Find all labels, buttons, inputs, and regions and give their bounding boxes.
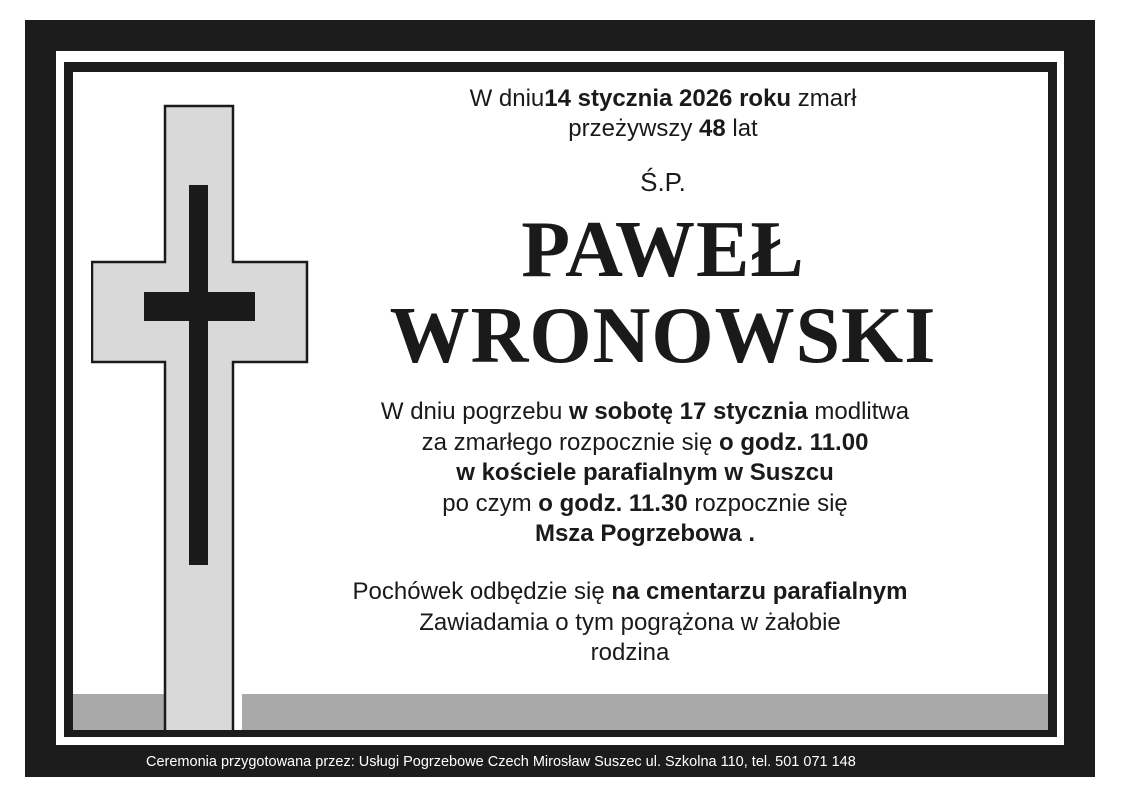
age-value: 48 — [698, 115, 726, 142]
funeral-date: w sobotę 17 stycznia — [568, 398, 808, 425]
deceased-name — [278, 207, 1048, 379]
honorific: Ś.P. — [640, 167, 686, 197]
family-signature: rodzina — [590, 639, 670, 666]
burial-details — [295, 577, 965, 669]
funeral-text: modlitwa — [807, 398, 910, 425]
funeral-text: za zmarłego rozpocznie się — [421, 428, 720, 456]
cross-icon — [91, 104, 309, 730]
obituary-panel — [73, 72, 1048, 730]
mourners-line: Zawiadamia o tym pogrążona w żałobie — [419, 608, 841, 636]
mass-name: Msza Pogrzebowa . — [534, 520, 756, 547]
intro-prefix: W dniu — [469, 85, 545, 112]
death-date: 14 stycznia 2026 roku — [544, 85, 792, 112]
funeral-text: po czym — [442, 489, 539, 517]
age-prefix: przeżywszy — [568, 115, 699, 142]
mass-time: o godz. 11.30 — [538, 489, 688, 517]
footer-credit — [25, 748, 1095, 776]
footer-text: Ceremonia przygotowana przez: Usługi Pogrzebowe Czech Mirosław Suszec ul. Szkolna 110, tel. 501 071 148 — [146, 754, 856, 770]
church-location: w kościele parafialnym w Suszcu — [456, 459, 834, 486]
age-suffix: lat — [725, 115, 758, 142]
prayer-time: o godz. 11.00 — [719, 428, 869, 456]
intro-suffix: zmarł — [791, 85, 857, 112]
funeral-text: rozpocznie się — [687, 489, 848, 517]
funeral-text: W dniu pogrzebu — [380, 398, 569, 425]
cemetery-name: na cmentarzu parafialnym — [611, 578, 908, 605]
ground-strip-right — [242, 694, 1048, 730]
first-name: PAWEŁ — [521, 206, 805, 294]
burial-text: Pochówek odbędzie się — [352, 578, 612, 605]
death-announcement — [278, 84, 1048, 144]
funeral-details — [295, 397, 995, 550]
last-name: WRONOWSKI — [389, 292, 937, 380]
